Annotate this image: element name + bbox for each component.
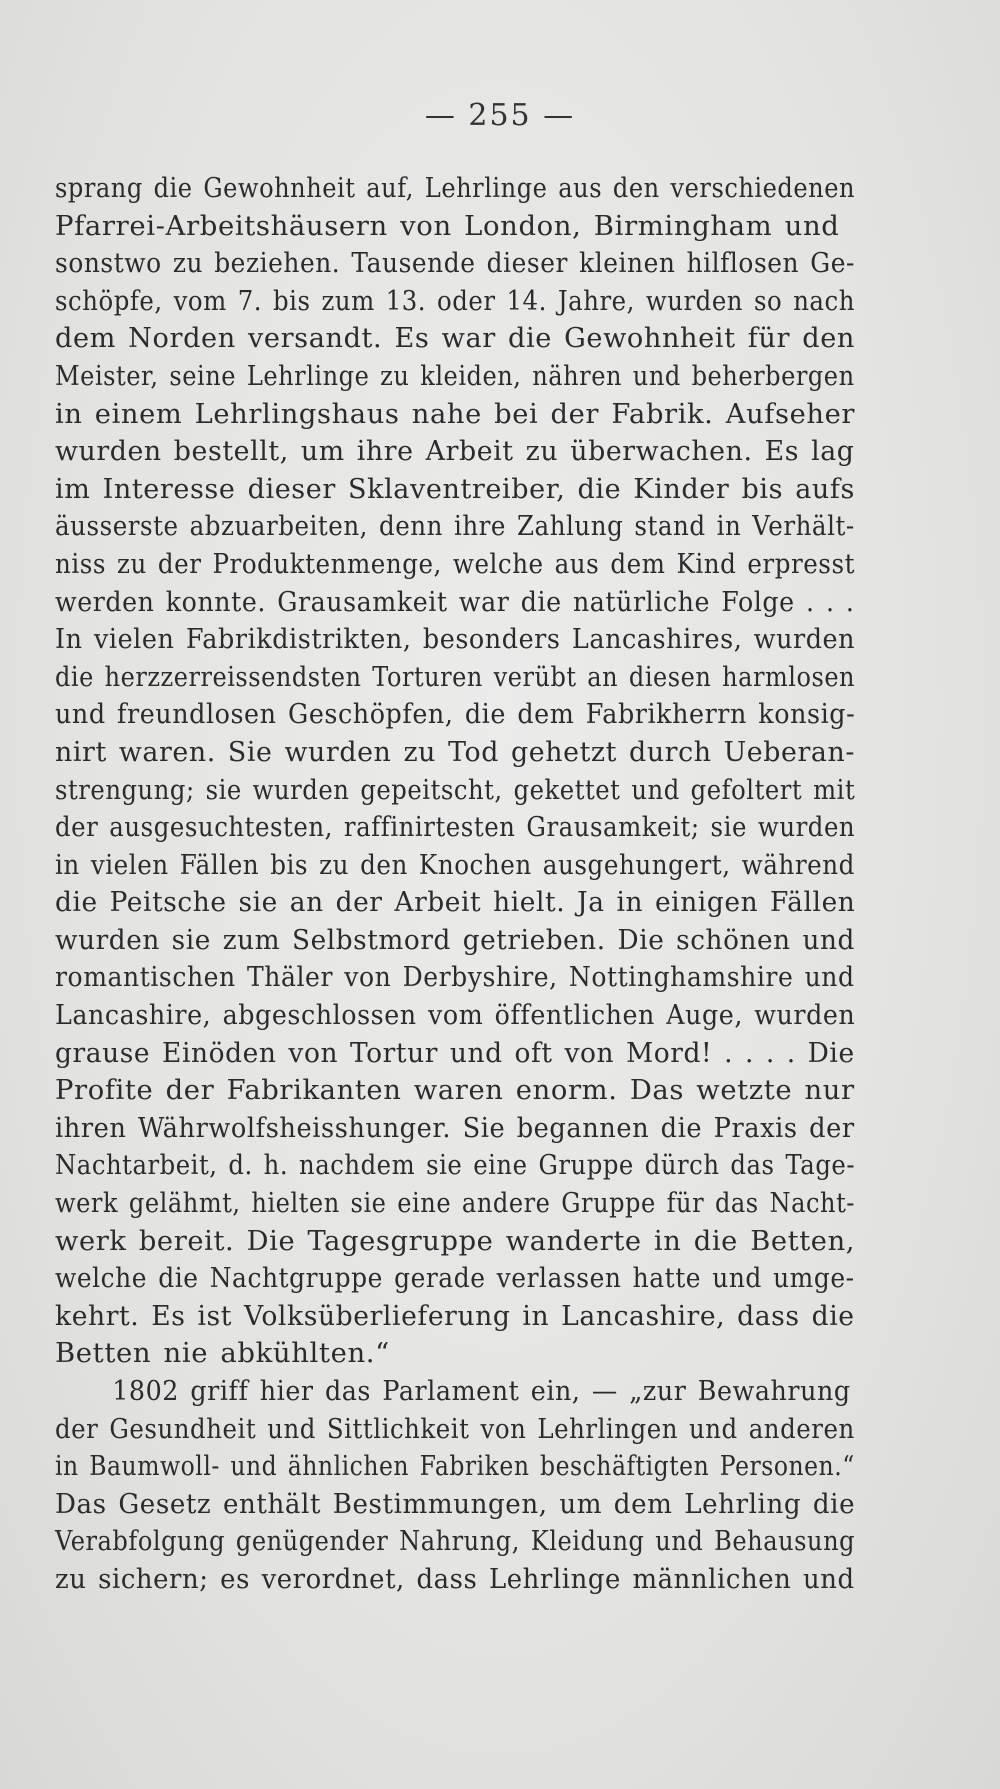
text-line: ihren Währwolfsheisshunger. Sie begannen die Praxis der <box>55 1111 855 1144</box>
text-line: Das Gesetz enthält Bestimmungen, um dem Lehrling die <box>55 1487 856 1520</box>
text-line: grause Einöden von Tortur und oft von Mord! . . . . Die <box>55 1036 855 1069</box>
text-line: kehrt. Es ist Volksüberlieferung in Lancashire, dass die <box>55 1299 855 1332</box>
text-line: in Baumwoll- und ähnlichen Fabriken beschäftigten Personen.“ <box>55 1450 855 1483</box>
text-line: der Gesundheit und Sittlichkeit von Lehrlingen und anderen <box>55 1412 855 1445</box>
text-line: werk bereit. Die Tagesgruppe wanderte in die Betten, <box>55 1224 856 1257</box>
text-line: dem Norden versandt. Es war die Gewohnheit für den <box>55 322 856 355</box>
paragraph-1 <box>55 170 855 1373</box>
text-line: zu sichern; es verordnet, dass Lehrlinge männlichen und <box>55 1562 855 1595</box>
text-line: in vielen Fällen bis zu den Knochen ausgehungert, während <box>55 848 855 881</box>
text-line: niss zu der Produktenmenge, welche aus dem Kind erpresst <box>55 547 855 580</box>
text-line: sprang die Gewohnheit auf, Lehrlinge aus den verschiedenen <box>55 172 856 204</box>
text-line: Pfarrei-Arbeitshäusern von London, Birmingham und <box>55 209 840 242</box>
text-line: Lancashire, abgeschlossen vom öffentlichen Auge, wurden <box>55 999 856 1032</box>
text-line: wurden bestellt, um ihre Arbeit zu überwachen. Es lag <box>55 435 855 468</box>
text-line: Betten nie abkühlten.“ <box>55 1337 390 1370</box>
text-line: In vielen Fabrikdistrikten, besonders Lancashires, wurden <box>55 623 856 656</box>
text-line: die herzzerreissendsten Torturen verübt an diesen harmlosen <box>55 660 856 693</box>
text-line: schöpfe, vom 7. bis zum 13. oder 14. Jahre, wurden so nach <box>55 284 855 317</box>
text-line: in einem Lehrlingshaus nahe bei der Fabrik. Aufseher <box>55 397 856 430</box>
text-line: sonstwo zu beziehen. Tausende dieser kleinen hilflosen Ge- <box>55 247 855 280</box>
text-line: werk gelähmt, hielten sie eine andere Gruppe für das Nacht- <box>55 1187 855 1220</box>
text-line: im Interesse dieser Sklaventreiber, die Kinder bis aufs <box>55 472 855 505</box>
page-number: — 255 — <box>424 98 576 133</box>
text-line: der ausgesuchtesten, raffinirtesten Grausamkeit; sie wurden <box>55 811 856 844</box>
body-text <box>55 170 855 1599</box>
text-line: Meister, seine Lehrlinge zu kleiden, nähren und beherbergen <box>55 359 855 392</box>
text-line: 1802 griff hier das Parlament ein, — „zur Bewahrung <box>112 1375 851 1407</box>
text-line: nirt waren. Sie wurden zu Tod gehetzt durch Ueberan- <box>55 735 856 768</box>
text-line: romantischen Thäler von Derbyshire, Nottinghamshire und <box>55 961 855 994</box>
text-line: äusserste abzuarbeiten, denn ihre Zahlung stand in Verhält- <box>55 510 855 543</box>
text-line: welche die Nachtgruppe gerade verlassen hatte und umge- <box>55 1262 855 1295</box>
text-line: wurden sie zum Selbstmord getrieben. Die schönen und <box>55 923 855 956</box>
text-line: und freundlosen Geschöpfen, die dem Fabrikherrn konsig- <box>55 698 856 731</box>
text-line: Profite der Fabrikanten waren enorm. Das wetzte nur <box>55 1074 855 1107</box>
paragraph-2 <box>55 1373 855 1599</box>
text-line: Nachtarbeit, d. h. nachdem sie eine Gruppe dürch das Tage- <box>55 1149 856 1182</box>
text-line: werden konnte. Grausamkeit war die natürliche Folge . . . <box>55 585 855 618</box>
text-line: Verabfolgung genügender Nahrung, Kleidung und Behausung <box>55 1525 856 1558</box>
text-line: die Peitsche sie an der Arbeit hielt. Ja in einigen Fällen <box>55 886 856 919</box>
text-line: strengung; sie wurden gepeitscht, gekettet und gefoltert mit <box>55 773 856 806</box>
